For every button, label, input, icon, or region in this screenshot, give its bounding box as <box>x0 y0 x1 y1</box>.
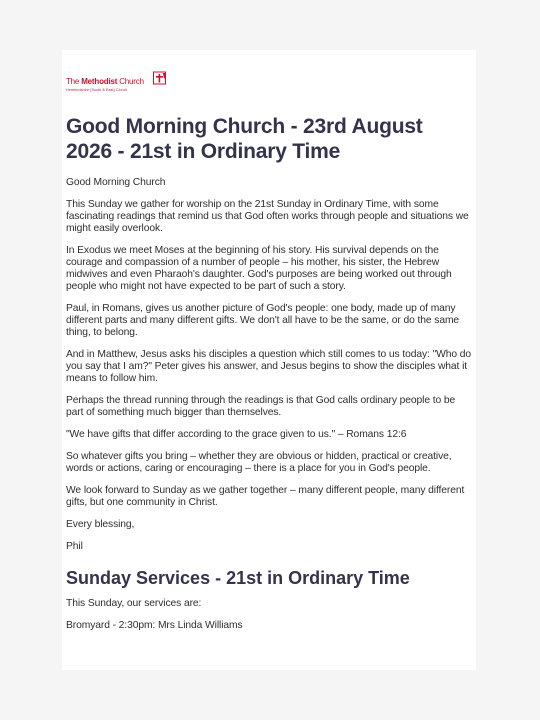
logo-name: The Methodist Church <box>66 77 144 86</box>
article-content <box>66 114 472 642</box>
paragraph-romans: Paul, in Romans, gives us another picture of God's people: one body, made up of many different parts and many different gifts. We don't all have to be the same, or do the same thing, to belong. <box>66 303 460 338</box>
scripture-quote: "We have gifts that differ according to the grace given to us." – Romans 12:6 <box>66 429 407 440</box>
signature-name: Phil <box>66 541 83 552</box>
paragraph-forward: We look forward to Sunday as we gather together – many different people, many different gifts, but one community in Christ. <box>66 485 465 508</box>
page-title: Good Morning Church - 23rd August 2026 - 21st in Ordinary Time <box>66 115 423 163</box>
greeting: Good Morning Church <box>66 177 166 188</box>
paragraph-intro: This Sunday we gather for worship on the 21st Sunday in Ordinary Time, with some fascinating readings that remind us that God often works through people and situations we might easily overlook. <box>66 199 469 234</box>
services-heading: Sunday Services - 21st in Ordinary Time <box>66 568 410 588</box>
paragraph-matthew: And in Matthew, Jesus asks his disciples a question which still comes to us today: "Who do you say that I am?" Peter gives his answer, and Jesus begins to show the disciples what it means to follow him. <box>66 349 472 384</box>
methodist-church-logo <box>66 68 176 94</box>
newsletter-page <box>62 50 476 670</box>
cross-and-flame-icon <box>153 70 167 87</box>
services-intro: This Sunday, our services are: <box>66 598 202 609</box>
paragraph-thread: Perhaps the thread running through the readings is that God calls ordinary people to be part of something much bigger than themselves. <box>66 395 456 418</box>
paragraph-exodus: In Exodus we meet Moses at the beginning of his story. His survival depends on the courage and compassion of a number of people – his mother, his sister, the Hebrew midwives and even Pharaoh's daughter. God's purposes are being worked out through people who might not have expected to be part of such a story. <box>66 245 452 292</box>
logo-tagline: Herefordshire (South & East) Circuit <box>66 88 127 92</box>
service-item: Bromyard - 2:30pm: Mrs Linda Williams <box>66 620 243 631</box>
sign-off: Every blessing, <box>66 519 135 530</box>
paragraph-gifts: So whatever gifts you bring – whether they are obvious or hidden, practical or creative, words or actions, caring or encouraging – there is a place for you in God's people. <box>66 451 452 474</box>
